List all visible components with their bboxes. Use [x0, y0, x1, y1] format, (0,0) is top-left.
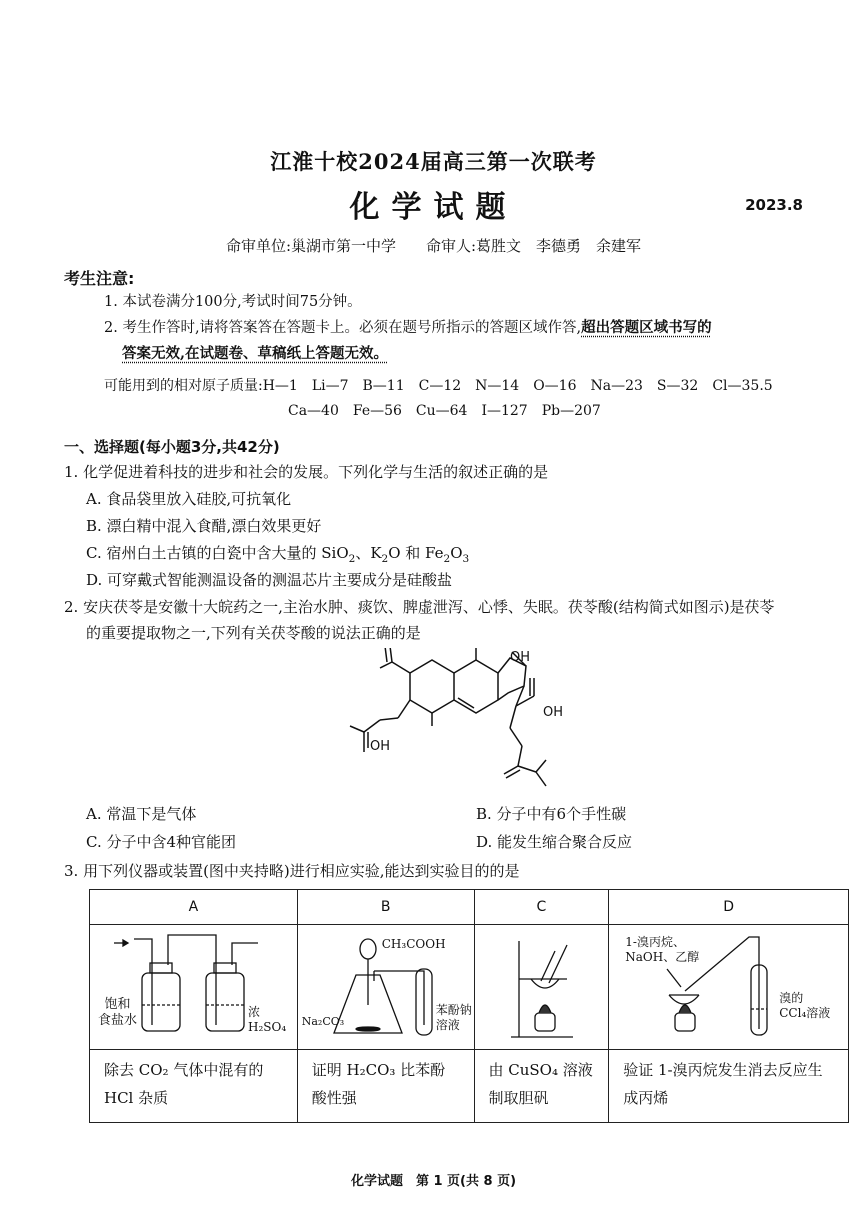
q2-stem-2: 的重要提取物之一,下列有关茯苓酸的说法正确的是: [86, 624, 421, 642]
apparatus-d: [609, 925, 849, 1050]
exam-title: 江淮十校2024届高三第一次联考: [270, 149, 597, 174]
apparatus-b: [297, 925, 474, 1050]
notice-heading: 考生注意:: [64, 269, 135, 288]
q3-option-d-text: 验证 1-溴丙烷发生消去反应生成丙烯: [609, 1050, 849, 1123]
q2-option-b: B. 分子中有6个手性碳: [476, 805, 627, 823]
q3-header-b: B: [297, 890, 474, 925]
q3-header-c: C: [474, 890, 609, 925]
exam-date: 2023.8: [745, 196, 803, 214]
atomic-masses-2: Ca—40 Fe—56 Cu—64 I—127 Pb—207: [288, 403, 601, 419]
label-bromine-ccl4: 溴的 CCl₄溶液: [779, 991, 831, 1020]
notice-emphasis: 超出答题区域书写的: [581, 319, 712, 336]
q2-option-a: A. 常温下是气体: [86, 805, 197, 823]
q3-header-d: D: [609, 890, 849, 925]
label-acetic-acid: CH₃COOH: [381, 937, 446, 951]
q3-option-a-text: 除去 CO₂ 气体中混有的 HCl 杂质: [90, 1050, 298, 1123]
label-bromopropane-mix: 1-溴丙烷、 NaOH、乙醇: [625, 935, 700, 964]
q3-option-b-text: 证明 H₂CO₃ 比苯酚酸性强: [297, 1050, 474, 1123]
subject-title: 化学试题: [349, 190, 518, 225]
label-conc-sulfuric: 浓H₂SO₄: [248, 1005, 287, 1034]
q1-option-b: B. 漂白精中混入食醋,漂白效果更好: [86, 517, 322, 535]
q3-header-a: A: [90, 890, 298, 925]
label-sodium-carbonate: Na₂CO₃: [301, 1015, 345, 1028]
q2-option-c: C. 分子中含4种官能团: [86, 833, 237, 851]
label-saturated-brine: 饱和 食盐水: [98, 997, 138, 1028]
notice-item-2-cont: 答案无效,在试题卷、草稿纸上答题无效。: [122, 345, 389, 362]
oh-label-left: OH: [370, 739, 391, 754]
q2-option-d: D. 能发生缩合聚合反应: [476, 833, 633, 851]
apparatus-c: [474, 925, 609, 1050]
page-footer: 化学试题 第 1 页(共 8 页): [350, 1174, 517, 1189]
q1-option-d: D. 可穿戴式智能测温设备的测温芯片主要成分是硅酸盐: [86, 571, 453, 589]
notice-item-2: 2. 考生作答时,请将答案答在答题卡上。必须在题号所指示的答题区域作答,超出答题区域书写的: [104, 319, 712, 336]
apparatus-a: [90, 925, 298, 1050]
q3-options-table: [89, 889, 849, 1123]
label-sodium-phenoxide: 苯酚钠 溶液: [435, 1003, 472, 1032]
authors-line: 命审单位:巢湖市第一中学 命审人:葛胜文 李德勇 余建军: [225, 237, 642, 255]
section-heading: 一、选择题(每小题3分,共42分): [64, 438, 280, 456]
q1-option-a: A. 食品袋里放入硅胶,可抗氧化: [86, 490, 292, 508]
q3-stem: 3. 用下列仪器或装置(图中夹持略)进行相应实验,能达到实验目的的是: [64, 862, 520, 880]
q1-option-c: C. 宿州白土古镇的白瓷中含大量的 SiO$_2$、$K_2O$ 和 $Fe_2O_3$: [86, 544, 470, 565]
q2-stem-1: 2. 安庆茯苓是安徽十大皖药之一,主治水肿、痰饮、脾虚泄泻、心悸、失眠。茯苓酸(结构简式如图示)是茯苓: [64, 598, 775, 616]
pachymic-acid-structure: [340, 648, 570, 796]
atomic-masses-1: 可能用到的相对原子质量:H—1 Li—7 B—11 C—12 N—14 O—16 Na—23 S—32 Cl—35.5: [104, 378, 773, 394]
notice-item-1: 1. 本试卷满分100分,考试时间75分钟。: [104, 294, 362, 310]
oh-label-top: OH: [510, 650, 531, 665]
evaporating-dish-icon: [475, 925, 608, 1045]
oh-label-right: OH: [543, 705, 564, 720]
q1-stem: 1. 化学促进着科技的进步和社会的发展。下列化学与生活的叙述正确的是: [64, 463, 549, 481]
q3-option-c-text: 由 CuSO₄ 溶液制取胆矾: [474, 1050, 609, 1123]
